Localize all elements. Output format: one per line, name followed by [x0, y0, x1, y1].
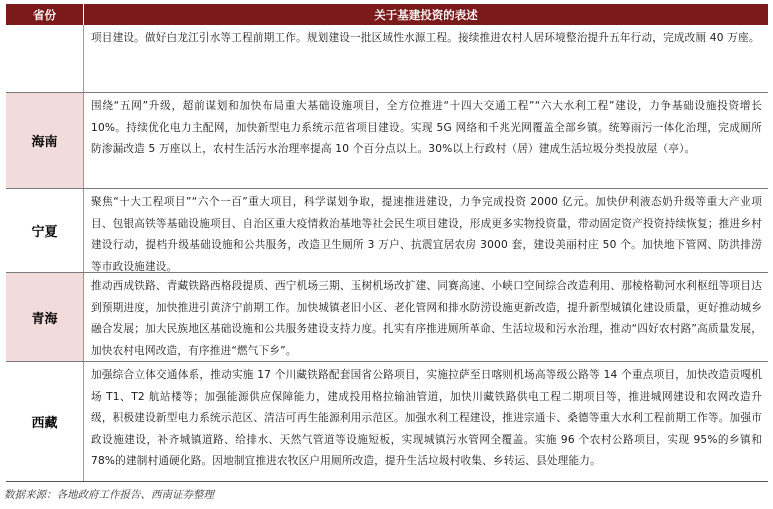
header-description: 关于基建投资的表述	[83, 4, 768, 25]
table-header	[6, 4, 768, 25]
table-row	[6, 362, 768, 482]
province-cell	[6, 25, 84, 92]
province-cell: 青海	[6, 273, 84, 361]
description-cell: 围绕“五网”升级，超前谋划和加快布局重大基础设施项目，全方位推进“十四大交通工程”“六大水利工程”建设，力争基础设施投资增长 10%。持续优化电力主配网，加快新型电力系统示范省项目建设。实现 5G 网络和千兆光网覆盖全部乡镇。统筹雨污一体化治理，完成厕所防渗漏改造 5 万座以上，农村生活污水治理率提高 10 个百分点以上。30%以上行政村（居）建成生活垃圾分类投放屋（亭）。	[91, 100, 762, 156]
table-row	[6, 25, 768, 93]
infrastructure-table	[6, 4, 768, 481]
province-cell: 宁夏	[6, 189, 84, 272]
description-cell: 加强综合立体交通体系，推动实施 17 个川藏铁路配套国省公路项目，实施拉萨至日喀则机场高等级公路等 14 个重点项目，加快改造贡嘎机场 T1、T2 航站楼等；加强能源供应保障能力，建成投用格拉输油管道，加快川藏铁路供电工程二期项目等，推进城网建设和农网改造升级，积极建设新型电力系统示范区、清洁可再生能源利用示范区。加强水利工程建设，推进宗通卡、桑德等重大水利工程前期工作等。加强市政设施建设，补齐城镇道路、给排水、天然气管道等设施短板，实现城镇污水管网全覆盖。实施 96 个农村公路项目，实现 95%的乡镇和 78%的建制村通硬化路。因地制宜推进农牧区户用厕所改造，提升生活垃圾村收集、乡转运、县处理能力。	[91, 369, 762, 468]
description-cell: 聚焦“十大工程项目”“六个一百”重大项目，科学谋划争取，提速推进建设，力争完成投资 2000 亿元。加快伊利液态奶升级等重大产业项目、包银高铁等基础设施项目、自治区重大疫情救治基地等社会民生项目建设，形成更多实物投资量，带动固定资产投资持续恢复；推进乡村建设行动，提档升级基础设施和公共服务，改造卫生厕所 3 万户、抗震宜居农房 3000 套，建设美丽村庄 50 个。加快地下管网、防洪排涝等市政设施建设。	[91, 196, 762, 272]
table-row	[6, 189, 768, 273]
header-province: 省份	[6, 4, 83, 25]
province-cell: 西藏	[6, 362, 84, 481]
data-source-note: 数据来源：各地政府工作报告、西南证券整理	[4, 489, 214, 501]
province-cell: 海南	[6, 93, 84, 188]
description-cell: 项目建设。做好白龙江引水等工程前期工作。规划建设一批区域性水源工程。接续推进农村人居环境整治提升五年行动，完成改厕 40 万座。	[91, 32, 760, 44]
table-row	[6, 93, 768, 189]
description-cell: 推动西成铁路、青藏铁路西格段提质、西宁机场三期、玉树机场改扩建、同赛高速、小峡口空间综合改造利用、那棱格勒河水利枢纽等项目达到预期进度，加快推进引黄济宁前期工作。加快城镇老旧小区、老化管网和排水防涝设施更新改造，提升新型城镇化建设质量，更好推动城乡融合发展；加大民族地区基础设施和公共服务建设支持力度。扎实有序推进厕所革命、生活垃圾和污水治理，推动“四好农村路”高质量发展，加快农村电网改造，有序推进“燃气下乡”。	[91, 280, 762, 357]
table-row	[6, 273, 768, 362]
